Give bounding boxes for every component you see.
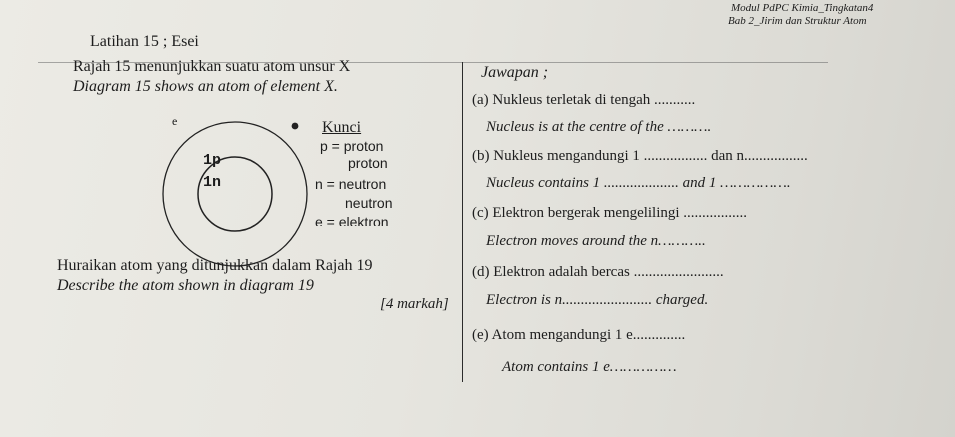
answer-heading: Jawapan ; (481, 64, 549, 81)
electron-label: e (172, 114, 178, 128)
key-title: Kunci (322, 119, 362, 136)
marks: [4 markah] (380, 296, 449, 312)
section-title: Latihan 15 ; Esei (90, 33, 199, 50)
nucleus-protons: 1p (203, 152, 222, 169)
task-english: Describe the atom shown in diagram 19 (57, 277, 314, 294)
answer-e-english: Atom contains 1 e…………… (502, 359, 677, 375)
answer-d-malay: (d) Elektron adalah bercas ........................ (472, 264, 724, 280)
answer-b-english: Nucleus contains 1 .................... and 1 ……………. (486, 175, 791, 191)
nucleus-neutrons: 1n (203, 174, 222, 191)
electron-shell (163, 122, 307, 266)
module-title: Modul PdPC Kimia_Tingkatan4 (731, 2, 874, 14)
answer-b-malay: (b) Nukleus mengandungi 1 ................. dan n................. (472, 148, 808, 164)
electron-dot (292, 123, 299, 130)
task-malay: Huraikan atom yang ditunjukkan dalam Rajah 19 (57, 257, 373, 274)
answer-a-malay: (a) Nukleus terletak di tengah ........... (472, 92, 696, 108)
key-proton-sub: proton (348, 155, 388, 171)
answer-c-english: Electron moves around the n……….. (486, 233, 706, 249)
question-malay: Rajah 15 menunjukkan suatu atom unsur X (73, 58, 351, 75)
key-neutron: n = neutron (315, 176, 387, 192)
question-english: Diagram 15 shows an atom of element X. (73, 78, 338, 95)
key-electron: e = elektron (315, 214, 389, 226)
answer-a-english: Nucleus is at the centre of the ………. (486, 119, 712, 135)
answer-e-malay: (e) Atom mengandungi 1 e.............. (472, 327, 686, 343)
column-divider (462, 62, 463, 382)
answer-d-english: Electron is n........................ charged. (486, 292, 709, 308)
answer-c-malay: (c) Elektron bergerak mengelilingi ................. (472, 205, 748, 221)
key-proton: p = proton (320, 138, 384, 154)
key-neutron-sub: neutron (345, 195, 393, 211)
chapter-title: Bab 2_Jirim dan Struktur Atom (728, 15, 867, 27)
